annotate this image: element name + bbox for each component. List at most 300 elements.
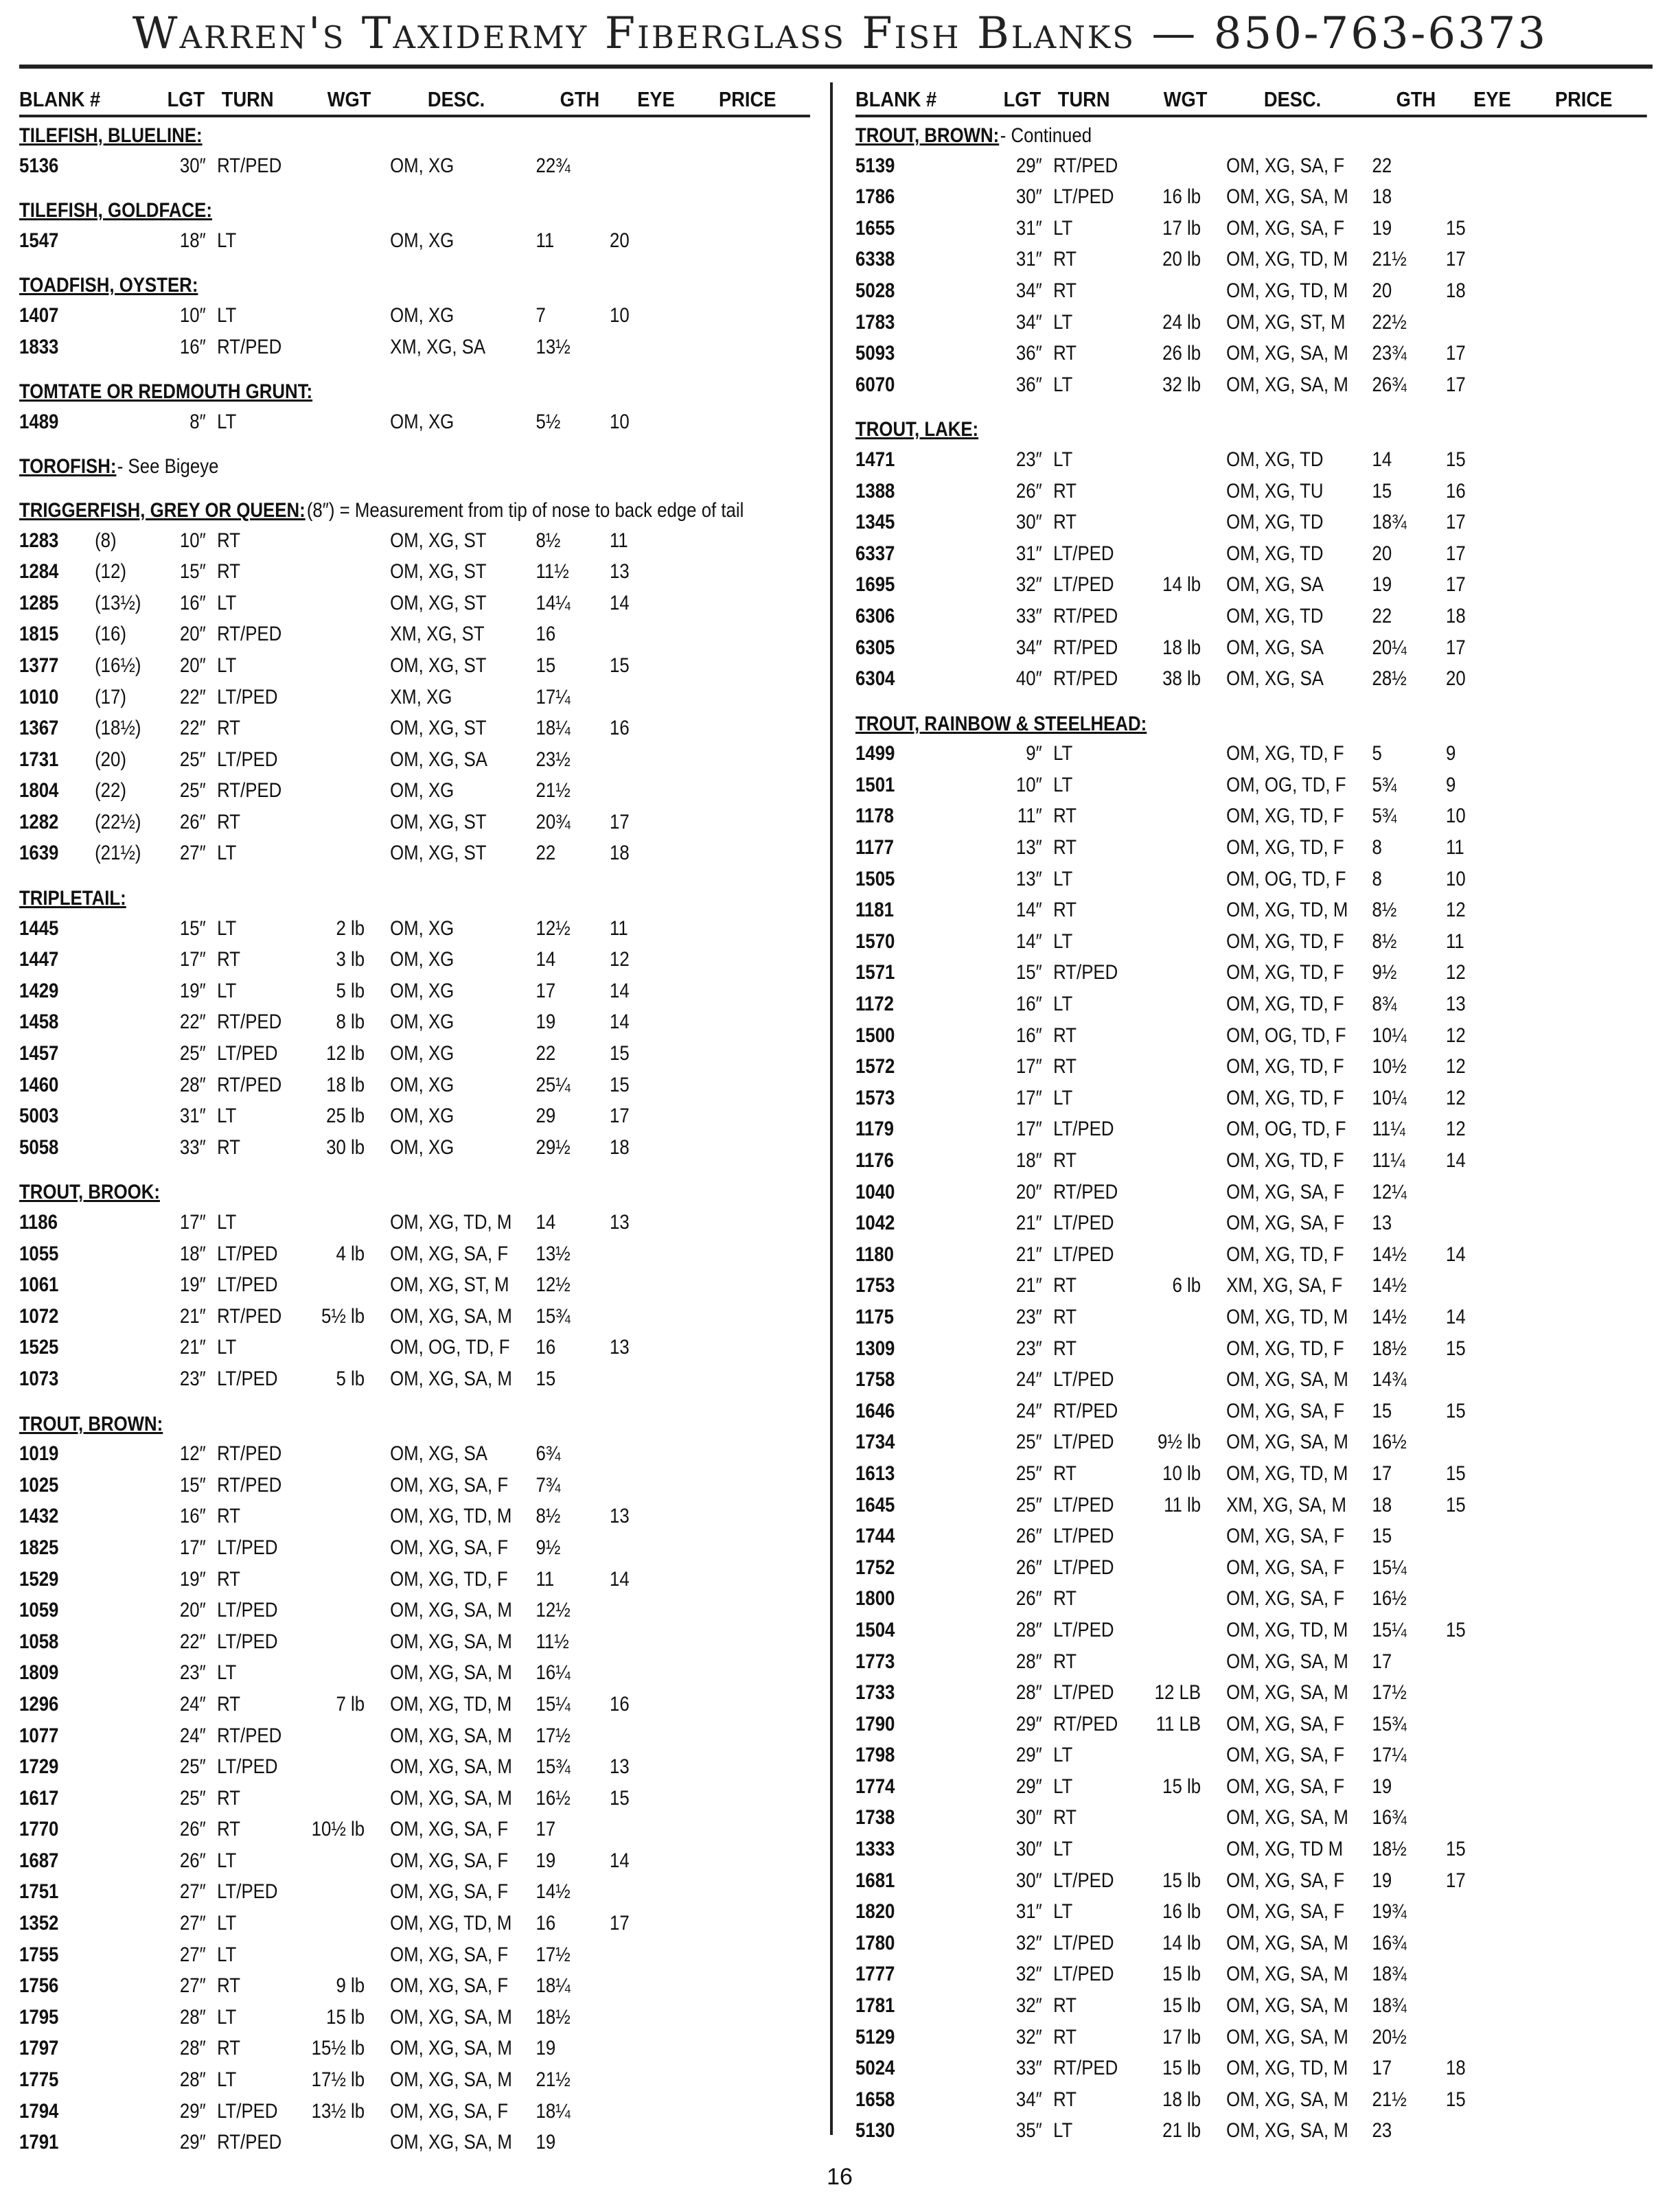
- weight: 11 lb: [1164, 1493, 1201, 1516]
- description: OM, OG, TD, F: [390, 1336, 510, 1359]
- blank-number: 1570: [855, 929, 895, 953]
- girth: 22: [536, 1042, 556, 1065]
- title-rule: [19, 65, 1653, 69]
- blank-number: 1447: [19, 948, 59, 971]
- girth: 18¾: [1372, 1994, 1407, 2018]
- turn: LT/PED: [217, 1880, 278, 1904]
- nose-to-tail-length: (18½): [95, 717, 141, 740]
- girth: 8½: [1372, 929, 1397, 953]
- description: OM, XG, TD, F: [1226, 1337, 1344, 1360]
- table-row: [19, 586, 810, 618]
- turn: RT/PED: [217, 1073, 282, 1096]
- girth: 28½: [1372, 667, 1407, 691]
- length: 10″: [179, 529, 206, 552]
- length: 22″: [179, 1630, 206, 1653]
- blank-number: 1283: [19, 529, 59, 552]
- girth: 19: [536, 1849, 556, 1872]
- turn: LT: [1053, 773, 1073, 796]
- length: 23″: [179, 1661, 206, 1685]
- table-row: [855, 987, 1647, 1019]
- table-row: [855, 1050, 1647, 1081]
- table-row: [19, 1938, 810, 1970]
- description: OM, XG, SA, F: [390, 1880, 509, 1904]
- species-name: TOADFISH, OYSTER:: [19, 274, 198, 297]
- table-row: [19, 1593, 810, 1625]
- turn: RT/PED: [217, 154, 282, 177]
- table-row: [19, 1237, 810, 1269]
- turn: LT: [1053, 373, 1073, 396]
- header-desc: DESC.: [1263, 87, 1322, 111]
- girth: 19: [536, 2037, 556, 2060]
- description: OM, XG, SA: [1226, 573, 1324, 597]
- length: 8″: [189, 410, 206, 433]
- length: 12″: [179, 1442, 206, 1466]
- girth: 21½: [1372, 248, 1407, 271]
- weight: 15 lb: [1162, 2057, 1201, 2080]
- description: OM, XG: [390, 410, 454, 433]
- turn: LT: [217, 1336, 237, 1359]
- turn: RT: [217, 2037, 241, 2060]
- blank-number: 1774: [855, 1775, 895, 1798]
- eye-size: 12: [1446, 961, 1466, 984]
- girth: 18¾: [1372, 511, 1407, 534]
- length: 22″: [179, 717, 206, 740]
- blank-number: 1042: [855, 1212, 895, 1235]
- turn: RT: [1053, 1337, 1077, 1360]
- girth: 14: [536, 948, 556, 971]
- weight: 14 lb: [1162, 573, 1201, 597]
- eye-size: 18: [610, 842, 630, 865]
- description: OM, XG, SA, F: [1226, 1399, 1345, 1422]
- turn: LT: [217, 842, 237, 865]
- blank-number: 5028: [855, 279, 895, 302]
- blank-number: 1797: [19, 2037, 59, 2060]
- turn: LT/PED: [217, 748, 278, 771]
- table-row: [855, 1832, 1647, 1864]
- eye-size: 18: [1446, 2057, 1466, 2080]
- description: OM, XG, TD, M: [390, 1692, 512, 1716]
- turn: LT/PED: [217, 1630, 278, 1653]
- turn: LT/PED: [1053, 1493, 1114, 1516]
- turn: LT/PED: [1053, 1431, 1114, 1454]
- girth: 21½: [1372, 2088, 1407, 2111]
- eye-size: 12: [1446, 1086, 1466, 1109]
- length: 27″: [179, 1943, 206, 1966]
- length: 25″: [179, 1042, 206, 1065]
- girth: 23½: [536, 748, 571, 771]
- table-row: [855, 1206, 1647, 1238]
- table-row: [19, 805, 810, 837]
- length: 25″: [1015, 1431, 1042, 1454]
- girth: 14½: [1372, 1274, 1407, 1297]
- turn: RT: [217, 1567, 241, 1591]
- girth: 16: [536, 1336, 556, 1359]
- table-row: [19, 1875, 810, 1906]
- table-row: [19, 1468, 810, 1500]
- table-row: [19, 1131, 810, 1162]
- turn: RT/PED: [217, 335, 282, 358]
- girth: 20¼: [1372, 636, 1407, 659]
- turn: LT/PED: [1053, 542, 1114, 565]
- description: OM, XG, SA, M: [390, 1304, 512, 1328]
- eye-size: 17: [610, 810, 630, 833]
- table-row: [19, 2031, 810, 2063]
- blank-number: 1613: [855, 1462, 895, 1485]
- length: 30″: [1015, 1806, 1042, 1829]
- girth: 8: [1372, 836, 1382, 859]
- length: 16″: [1015, 993, 1042, 1016]
- description: XM, XG, SA, M: [1226, 1493, 1346, 1516]
- description: OM, XG, SA, M: [390, 2037, 512, 2060]
- girth: 11: [536, 1567, 555, 1591]
- table-row: [855, 1081, 1647, 1113]
- girth: 25¼: [536, 1073, 571, 1096]
- blank-number: 1753: [855, 1274, 895, 1297]
- table-row: [19, 1300, 810, 1331]
- table-row: [855, 2083, 1647, 2114]
- column-header: [19, 79, 810, 117]
- blank-number: 1639: [19, 842, 59, 865]
- weight: 5 lb: [336, 1367, 365, 1390]
- girth: 20¾: [536, 810, 571, 833]
- column-divider: [830, 82, 833, 2135]
- eye-size: 18: [1446, 279, 1466, 302]
- weight: 18 lb: [1162, 2088, 1201, 2111]
- blank-number: 1733: [855, 1681, 895, 1705]
- species-note: - See Bigeye: [117, 455, 219, 478]
- eye-size: 15: [610, 1786, 630, 1810]
- table-row: [19, 1499, 810, 1531]
- eye-size: 14: [610, 591, 630, 614]
- turn: RT/PED: [217, 1442, 282, 1466]
- description: OM, XG, SA, M: [1226, 1994, 1348, 2018]
- girth: 15: [1372, 1399, 1392, 1422]
- length: 11″: [1017, 805, 1042, 828]
- blank-number: 1777: [855, 1963, 895, 1986]
- turn: RT: [1053, 279, 1077, 302]
- table-row: [855, 1425, 1647, 1457]
- girth: 13½: [536, 335, 571, 358]
- length: 30″: [1015, 1838, 1042, 1861]
- length: 19″: [179, 979, 206, 1002]
- turn: LT/PED: [217, 1536, 278, 1559]
- weight: 10 lb: [1162, 1462, 1201, 1485]
- eye-size: 13: [610, 1211, 630, 1234]
- length: 31″: [1015, 542, 1042, 565]
- weight: 4 lb: [336, 1242, 365, 1265]
- turn: LT/PED: [217, 1367, 278, 1390]
- nose-to-tail-length: (16½): [95, 654, 141, 677]
- eye-size: 15: [610, 1073, 630, 1096]
- turn: RT: [217, 1135, 241, 1159]
- girth: 12½: [536, 916, 571, 940]
- length: 22″: [179, 1011, 206, 1034]
- table-row: [855, 2051, 1647, 2083]
- blank-number: 1285: [19, 591, 59, 614]
- description: OM, XG, SA, M: [390, 2068, 512, 2092]
- turn: LT: [217, 591, 237, 614]
- description: OM, XG, SA, F: [1226, 1900, 1345, 1924]
- eye-size: 17: [1446, 1869, 1466, 1892]
- description: XM, XG, ST: [390, 623, 485, 646]
- species-name: TROUT, BROOK:: [19, 1181, 160, 1204]
- table-row: [19, 1844, 810, 1875]
- nose-to-tail-length: (8): [95, 529, 117, 552]
- turn: LT/PED: [1053, 573, 1114, 597]
- header-turn: TURN: [221, 87, 274, 111]
- eye-size: 14: [610, 1849, 630, 1872]
- length: 30″: [1015, 511, 1042, 534]
- length: 26″: [179, 810, 206, 833]
- length: 9″: [1026, 742, 1042, 765]
- length: 27″: [179, 1974, 206, 1998]
- description: OM, XG, TD, F: [1226, 929, 1344, 953]
- length: 25″: [179, 1786, 206, 1810]
- turn: LT: [217, 654, 237, 677]
- description: OM, XG, SA, M: [1226, 185, 1348, 209]
- length: 29″: [1015, 154, 1042, 177]
- girth: 19: [1372, 216, 1392, 240]
- turn: LT: [1053, 2119, 1073, 2143]
- length: 26″: [1015, 1556, 1042, 1579]
- length: 20″: [1015, 1180, 1042, 1203]
- species-note: - Continued: [1000, 124, 1092, 147]
- girth: 14¼: [536, 591, 571, 614]
- girth: 14½: [1372, 1243, 1407, 1266]
- length: 33″: [179, 1135, 206, 1159]
- description: OM, XG, TD: [1226, 511, 1324, 534]
- length: 10″: [179, 303, 206, 327]
- turn: RT: [1053, 1149, 1077, 1172]
- description: OM, XG, TD, M: [1226, 2057, 1348, 2080]
- girth: 21½: [536, 2068, 571, 2092]
- blank-number: 1367: [19, 717, 59, 740]
- description: OM, XG, TD, M: [390, 1505, 512, 1528]
- turn: LT: [1053, 929, 1073, 953]
- column-header: [855, 79, 1647, 117]
- table-row: [855, 368, 1647, 400]
- species-name: TROUT, LAKE:: [855, 418, 979, 441]
- weight: 2 lb: [336, 916, 365, 940]
- eye-size: 12: [1446, 1055, 1466, 1078]
- turn: RT: [1053, 2088, 1077, 2111]
- header-lgt: LGT: [167, 87, 205, 111]
- species-heading: [19, 373, 810, 405]
- length: 21″: [1015, 1274, 1042, 1297]
- turn: RT: [1053, 1055, 1077, 1078]
- table-row: [855, 662, 1647, 693]
- description: OM, OG, TD, F: [1226, 1118, 1346, 1141]
- length: 16″: [179, 1505, 206, 1528]
- blank-number: 1186: [19, 1211, 58, 1234]
- table-row: [855, 1770, 1647, 1801]
- length: 31″: [1015, 248, 1042, 271]
- length: 24″: [179, 1724, 206, 1747]
- blank-number: 1172: [855, 993, 894, 1016]
- table-row: [855, 180, 1647, 211]
- turn: RT/PED: [1053, 604, 1118, 627]
- eye-size: 15: [1446, 1493, 1466, 1516]
- girth: 15¾: [1372, 1712, 1407, 1735]
- length: 27″: [179, 1912, 206, 1935]
- table-row: [855, 1019, 1647, 1050]
- table-row: [19, 2125, 810, 2157]
- eye-size: 12: [1446, 899, 1466, 922]
- length: 28″: [179, 2068, 206, 2092]
- turn: RT: [1053, 836, 1077, 859]
- description: OM, XG, TD: [1226, 542, 1324, 565]
- turn: LT: [217, 303, 237, 327]
- table-row: [855, 242, 1647, 274]
- blank-number: 1573: [855, 1086, 895, 1109]
- weight: 13½ lb: [311, 2099, 365, 2123]
- weight: 17 lb: [1162, 2025, 1201, 2048]
- description: OM, XG, SA, M: [390, 1599, 512, 1622]
- blank-number: 1284: [19, 560, 59, 584]
- blank-number: 1755: [19, 1943, 59, 1966]
- eye-size: 18: [1446, 604, 1466, 627]
- girth: 16¼: [536, 1661, 571, 1685]
- eye-size: 12: [1446, 1118, 1466, 1141]
- blank-number: 1072: [19, 1304, 59, 1328]
- turn: LT: [217, 2005, 237, 2029]
- table-row: [855, 211, 1647, 243]
- description: XM, XG: [390, 685, 452, 708]
- table-row: [19, 524, 810, 555]
- description: OM, XG, TD, F: [1226, 1243, 1344, 1266]
- girth: 11: [536, 229, 555, 252]
- description: OM, XG, SA, M: [390, 2005, 512, 2029]
- eye-size: 14: [610, 1011, 630, 1034]
- nose-to-tail-length: (16): [95, 623, 126, 646]
- nose-to-tail-length: (20): [95, 748, 126, 771]
- turn: LT: [1053, 742, 1073, 765]
- table-row: [855, 1551, 1647, 1582]
- header-eye: EYE: [637, 87, 675, 111]
- description: OM, XG, SA, F: [1226, 1180, 1345, 1203]
- girth: 8½: [536, 1505, 561, 1528]
- description: OM, XG, SA, M: [390, 1661, 512, 1685]
- turn: RT: [1053, 1274, 1077, 1297]
- girth: 18½: [1372, 1838, 1407, 1861]
- turn: RT/PED: [1053, 667, 1118, 691]
- length: 27″: [179, 1880, 206, 1904]
- eye-size: 17: [1446, 542, 1466, 565]
- turn: RT/PED: [217, 779, 282, 802]
- turn: RT: [217, 1786, 241, 1810]
- eye-size: 10: [1446, 867, 1466, 890]
- blank-number: 1077: [19, 1724, 59, 1747]
- blank-number: 1781: [855, 1994, 895, 2018]
- description: OM, XG, SA, M: [1226, 1963, 1348, 1986]
- girth: 16: [536, 623, 556, 646]
- species-heading: [19, 267, 810, 299]
- turn: LT/PED: [217, 2099, 278, 2123]
- girth: 14½: [536, 1880, 571, 1904]
- length: 40″: [1015, 667, 1042, 691]
- header-turn: TURN: [1057, 87, 1110, 111]
- table-row: [19, 1687, 810, 1719]
- girth: 5¾: [1372, 773, 1397, 796]
- table-row: [19, 555, 810, 586]
- length: 31″: [1015, 216, 1042, 240]
- length: 32″: [1015, 1994, 1042, 2018]
- turn: LT: [217, 979, 237, 1002]
- species-heading: [19, 192, 810, 224]
- eye-size: 20: [1446, 667, 1466, 691]
- eye-size: 15: [1446, 1618, 1466, 1641]
- girth: 12¼: [1372, 1180, 1407, 1203]
- table-row: [855, 505, 1647, 537]
- turn: LT: [1053, 1900, 1073, 1924]
- turn: RT: [1053, 899, 1077, 922]
- weight: 9½ lb: [1157, 1431, 1201, 1454]
- girth: 19: [1372, 573, 1392, 597]
- description: OM, XG, SA, F: [1226, 154, 1345, 177]
- description: OM, XG, ST, M: [390, 1273, 509, 1297]
- table-row: [19, 405, 810, 437]
- girth: 16½: [1372, 1587, 1407, 1610]
- blank-number: 1501: [855, 773, 895, 796]
- description: OM, XG, SA, F: [390, 1818, 509, 1841]
- girth: 16½: [1372, 1431, 1407, 1454]
- girth: 17: [1372, 2057, 1392, 2080]
- weight: 11 LB: [1155, 1712, 1201, 1735]
- girth: 7: [536, 303, 546, 327]
- girth: 15: [536, 1367, 556, 1390]
- description: OM, XG, ST: [390, 810, 487, 833]
- turn: LT/PED: [217, 1755, 278, 1779]
- turn: RT: [217, 1505, 241, 1528]
- turn: LT: [217, 1105, 237, 1128]
- blank-number: 1504: [855, 1618, 895, 1641]
- girth: 15: [536, 654, 556, 677]
- table-row: [19, 2094, 810, 2126]
- blank-number: 1773: [855, 1650, 895, 1673]
- blank-number: 1489: [19, 410, 59, 433]
- table-row: [19, 836, 810, 868]
- eye-size: 13: [610, 560, 630, 584]
- blank-number: 1499: [855, 742, 895, 765]
- girth: 9½: [536, 1536, 561, 1559]
- table-row: [855, 1238, 1647, 1269]
- blank-number: 1752: [855, 1556, 895, 1579]
- eye-size: 17: [1446, 248, 1466, 271]
- weight: 26 lb: [1162, 342, 1201, 365]
- length: 34″: [1015, 2088, 1042, 2111]
- table-row: [19, 1656, 810, 1687]
- blank-number: 1333: [855, 1838, 895, 1861]
- right-table-body: [855, 117, 1647, 2145]
- length: 32″: [1015, 1963, 1042, 1986]
- girth: 20: [1372, 542, 1392, 565]
- length: 20″: [179, 654, 206, 677]
- table-row: [855, 336, 1647, 368]
- turn: RT: [217, 810, 241, 833]
- table-row: [855, 537, 1647, 568]
- girth: 16¾: [1372, 1806, 1407, 1829]
- length: 17″: [179, 1536, 206, 1559]
- weight: 24 lb: [1162, 310, 1201, 334]
- nose-to-tail-length: (22): [95, 779, 126, 802]
- description: OM, XG, SA, M: [1226, 1650, 1348, 1673]
- blank-number: 1073: [19, 1367, 59, 1390]
- length: 19″: [179, 1273, 206, 1297]
- eye-size: 17: [610, 1912, 630, 1935]
- turn: LT: [217, 916, 237, 940]
- girth: 15¼: [536, 1692, 571, 1716]
- girth: 19¾: [1372, 1900, 1407, 1924]
